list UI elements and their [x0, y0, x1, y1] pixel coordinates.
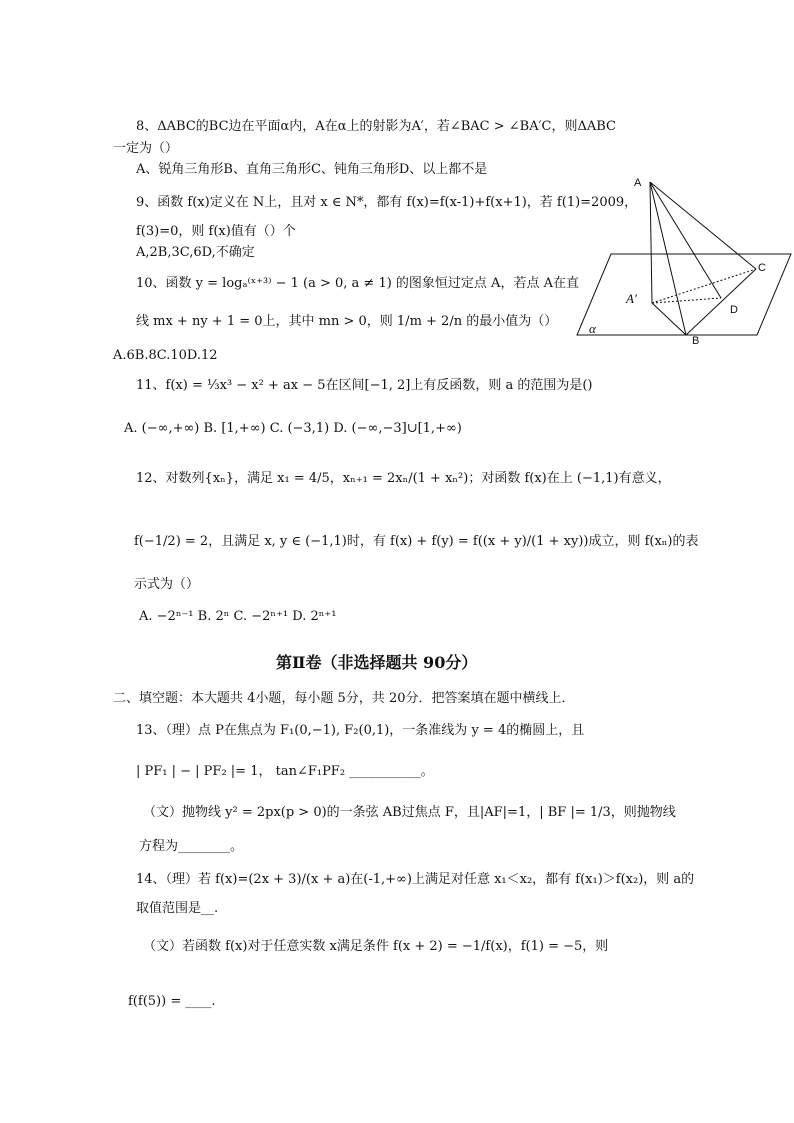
q10-options: A.6B.8C.10D.12 [113, 348, 218, 363]
label-a-prime: A′ [626, 291, 637, 306]
geometry-figure [575, 172, 793, 352]
q12-line1: 12、对数列{xₙ}，满足 x₁ = 4/5，xₙ₊₁ = 2xₙ/(1 + xₙ²)；对函数 f(x)在上 (−1,1)有意义， [136, 471, 671, 486]
q9-options: A,2B,3C,6D,不确定 [136, 245, 255, 260]
q8-line1: 8、ΔABC的BC边在平面α内，A在α上的射影为A′，若∠BAC > ∠BA′C，则ΔABC [136, 119, 617, 134]
edge-ac [650, 182, 756, 269]
q10-line2: 线 mx + ny + 1 = 0上，其中 mn > 0，则 1/m + 2/n 的最小值为（） [136, 314, 558, 329]
q9-line1: 9、函数 f(x)定义在 N上，且对 x ∈ N*，都有 f(x)=f(x-1)+f(x+1)，若 f(1)=2009， [136, 195, 638, 210]
q12-options: A. −2ⁿ⁻¹ B. 2ⁿ C. −2ⁿ⁺¹ D. 2ⁿ⁺¹ [139, 609, 337, 624]
part2-intro: 二、填空题：本大题共 4小题，每小题 5分，共 20分．把答案填在题中横线上． [113, 691, 575, 706]
edge-ab [650, 182, 686, 335]
q12-line3: 示式为（） [134, 577, 200, 592]
q13-li-line1: 13、（理）点 P在焦点为 F₁(0,−1), F₂(0,1)，一条准线为 y = 4的椭圆上，且 [136, 723, 585, 738]
section-title: 第Ⅱ卷（非选择题共 90分） [276, 653, 478, 672]
q10-line1: 10、函数 y = logₐ⁽ˣ⁺³⁾ − 1 (a > 0, a ≠ 1) 的图象恒过定点 A，若点 A在直 [136, 276, 579, 291]
q14-wen-line1: （文）若函数 f(x)对于任意实数 x满足条件 f(x + 2) = −1/f(x)，f(1) = −5，则 [143, 939, 609, 954]
edge-a-prime-c [652, 269, 756, 303]
edge-a-prime-b [652, 303, 686, 335]
edge-a-prime-d [652, 298, 721, 303]
label-d: D [730, 304, 738, 316]
label-alpha: α [589, 321, 596, 336]
q12-line2: f(−1/2) = 2，且满足 x, y ∈ (−1,1)时，有 f(x) + f(y) = f((x + y)/(1 + xy))成立，则 f(xₙ)的表 [134, 534, 699, 549]
edge-bc [686, 269, 756, 335]
q11-line1: 11、f(x) = ⅓x³ − x² + ax − 5在区间[−1, 2]上有反函数，则 a 的范围为是() [136, 378, 593, 393]
q13-wen-line1: （文）抛物线 y² = 2px(p > 0)的一条弦 AB过焦点 F，且|AF|=1，| BF |= 1/3，则抛物线 [143, 805, 676, 820]
q14-wen-line2: f(f(5)) = ____. [128, 994, 216, 1009]
q11-options: A. (−∞,+∞) B. [1,+∞) C. (−3,1) D. (−∞,−3]∪[1,+∞) [124, 421, 462, 436]
edge-ad [650, 182, 721, 298]
q13-wen-line2: 方程为________。 [139, 839, 244, 854]
edge-aa-prime [650, 182, 652, 303]
q14-li-line2: 取值范围是__. [136, 901, 219, 916]
q13-li-line2: | PF₁ | − | PF₂ |= 1， tan∠F₁PF₂ ___________。 [136, 764, 434, 779]
q14-li-line1: 14、（理）若 f(x)=(2x + 3)/(x + a)在(-1,+∞)上满足对任意 x₁＜x₂，都有 f(x₁)＞f(x₂)，则 a的 [136, 872, 695, 887]
label-a: A [634, 177, 642, 189]
q8-line2: 一定为（） [113, 141, 179, 156]
label-c: C [758, 262, 766, 274]
label-b: B [692, 335, 700, 347]
q9-line2: f(3)=0，则 f(x)值有（）个 [136, 224, 296, 239]
q8-options: A、锐角三角形B、直角三角形C、钝角三角形D、以上都不是 [136, 162, 488, 177]
